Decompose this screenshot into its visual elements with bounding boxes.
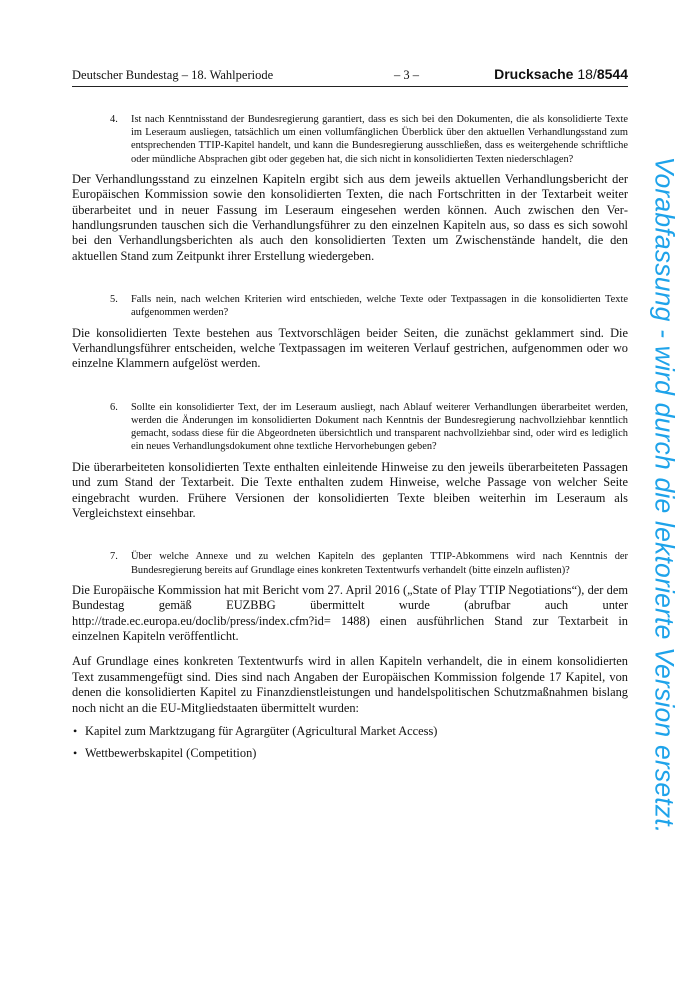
- drucksache-label: [494, 66, 628, 82]
- question-5: [110, 293, 628, 319]
- bullet-icon: •: [73, 746, 78, 761]
- answer-6: Die überarbeiteten konsolidierten Texte enthalten einleitende Hinweise zu den jeweils überarbeiteten Passagen und zum Stand der Textarbeit. Die Texte enthalten zudem Hinweise, welche Passage von welcher Seite eingebracht wurden. Frühere Versionen der konsolidierten Texte bleiben weiterhin im Leseraum als Vergleichstext einsehbar.: [72, 459, 628, 520]
- answer-5: Die konsolidierten Texte bestehen aus Textvorschlägen beider Seiten, die zunächst geklammert sind. Die Verhandlungsführer entscheiden, welche Textpassagen im weiteren Verlauf gestrichen, aufgenommen oder wo einzelne Klammern aufgelöst werden.: [72, 325, 628, 371]
- answer-7: Die Europäische Kommission hat mit Bericht vom 27. April 2016 („State of Play TTIP Negotiations“), der dem Bundestag gemäß EUZBBG übermittelt wurde (abrufbar auch unter http://trade.ec.europa.eu/doclib/press/index.cfm?id= 1488) einen ausführlichen Stand zur Textarbeit in einzelnen Kapiteln veröffentlicht.: [72, 582, 628, 643]
- bullet-icon: •: [73, 723, 78, 738]
- question-text: Falls nein, nach welchen Kriterien wird entschieden, welche Texte oder Textpassagen in die konsolidierten Texte aufgenommen werden?: [131, 294, 628, 319]
- question-text: Über welche Annexe und zu welchen Kapiteln des geplanten TTIP-Abkommens wird nach Kenntnis der Bundesregierung bereits auf Grundlage eines konkreten Textentwurfs verhandelt (bitte einzeln auflisten)?: [131, 551, 628, 576]
- question-number: 4.: [110, 114, 118, 125]
- document-body: [72, 113, 628, 769]
- answer-7-continued: Auf Grundlage eines konkreten Textentwurfs wird in allen Kapiteln verhandelt, die in einem konsolidierten Text zusammengefügt sind. Dies sind nach Angaben der Europäischen Kommission folgende 17 Kapitel, von denen die konsolidierten Kapitel zu Finanzdienstleistungen und handelspolitischen Schutzmaßnahmen bislang noch nicht an die EU-Mitgliedstaaten übermittelt wurden:: [72, 654, 628, 715]
- list-item: [72, 746, 628, 761]
- question-text: Sollte ein konsolidierter Text, der im Leseraum ausliegt, nach Ablauf weiterer Verhandlungen überarbeitet werden, werden die Änderungen im konsolidierten Dokument nach Kenntnis der Bundesregierung nachvollziehbar kenntlich gemacht, sodass diese für die Abgeordneten übersichtlich und transparent nachvollziehbar sind, oder wird es lediglich ein neues Verhandlungsdokument ohne textliche Hervorhebungen geben?: [131, 401, 628, 453]
- list-item: [72, 724, 628, 739]
- question-text: Ist nach Kenntnisstand der Bundesregierung garantiert, dass es sich bei den Dokumenten, die als konsolidierte Texte im Leseraum ausliegen, tatsächlich um einen vollumfänglichen Überblick über den aktuellen Verhandlungsstand zum entsprechenden TTIP-Kapitel handelt, und kann die Bundesregierung ausschließen, dass es weitergehende schriftliche oder mündliche Absprachen gibt oder gegeben hat, die sich nicht in konsolidierten Texten niederschlagen?: [131, 114, 628, 165]
- question-4: [110, 113, 628, 166]
- draft-watermark: Vorabfassung - wird durch die lektorierte Version ersetzt.: [649, 156, 680, 834]
- drucksache-number: 8544: [596, 66, 628, 82]
- question-number: 6.: [110, 401, 118, 413]
- question-6: [110, 401, 628, 454]
- answer-4: Der Verhandlungsstand zu einzelnen Kapiteln ergibt sich aus dem jeweils aktuellen Verhandlungsbericht der Europäischen Kommission sowie den konsolidierten Texten, die nach Fortschritten in der Textarbeit weiter überarbeitet und in neuer Fassung im Leseraum eingesehen werden können. Auch zwischen den Verhandlungsrunden tauschen sich die Verhandlungsführer zu den einzelnen Kapiteln aus, so dass es sich sowohl bei den Verhandlungsberichten als auch den konsolidierten Texten um Zwischenstände handelt, die den aktuellen Stand zum Zeitpunkt ihrer Erstellung wiedergeben.: [72, 171, 628, 263]
- list-item-text: Kapitel zum Marktzugang für Agrargüter (Agricultural Market Access): [85, 723, 438, 738]
- question-number: 5.: [110, 294, 118, 306]
- parliament-label: Deutscher Bundestag – 18. Wahlperiode: [72, 68, 274, 82]
- list-item-text: Wettbewerbskapitel (Competition): [85, 746, 257, 761]
- question-7: [110, 550, 628, 576]
- chapter-list: [72, 724, 628, 762]
- drucksache-prefix: 18/: [573, 66, 597, 82]
- page-number: – 3 –: [394, 68, 419, 82]
- drucksache-word: Drucksache: [494, 66, 574, 82]
- question-number: 7.: [110, 551, 118, 563]
- page-header: [72, 66, 628, 87]
